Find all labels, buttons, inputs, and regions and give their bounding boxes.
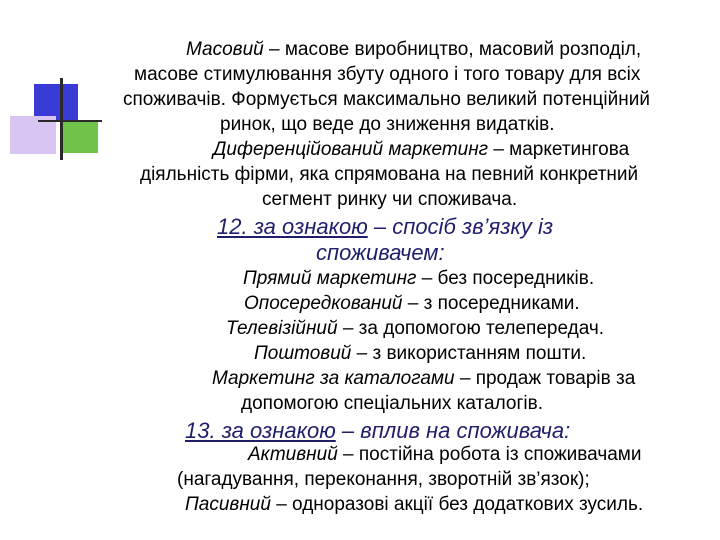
term-fragment: Маркетинг за каталогами: [212, 368, 455, 389]
text-line: [0, 189, 720, 211]
text-fragment: – маркетингова: [488, 139, 630, 160]
text-line: [0, 318, 720, 340]
text-line: [0, 214, 720, 240]
text-line: [0, 89, 720, 111]
text-fragment: (нагадування, переконання, зворотній зв’язок);: [177, 469, 590, 490]
term-fragment: Диференційований маркетинг: [213, 139, 489, 160]
text-fragment: – одноразові акції без додаткових зусиль.: [270, 494, 644, 515]
text-fragment: сегмент ринку чи споживача.: [262, 189, 518, 210]
heading-fragment: спосіб зв’язку із: [392, 214, 554, 239]
text-line: [0, 444, 720, 466]
text-fragment: споживачів. Формується максимально великий потенційний: [123, 89, 650, 110]
text-fragment: масове стимулювання збуту одного і того товару для всіх: [134, 64, 641, 85]
text-line: [0, 114, 720, 136]
term-fragment: Поштовий: [254, 343, 352, 364]
heading-fragment: 12. за ознакою: [217, 214, 368, 239]
text-line: [0, 64, 720, 86]
text-line: [0, 139, 720, 161]
text-line: [0, 293, 720, 315]
text-line: [0, 393, 720, 415]
text-fragment: – без посередників.: [416, 268, 595, 289]
text-fragment: – масове виробництво, масовий розподіл,: [263, 39, 642, 60]
text-line: [0, 418, 720, 444]
text-fragment: ринок, що веде до зниження видатків.: [220, 114, 555, 135]
text-line: [0, 268, 720, 290]
term-fragment: Пасивний: [185, 494, 271, 515]
text-fragment: – з використанням пошти.: [351, 343, 587, 364]
term-fragment: Телевізійний: [226, 318, 338, 339]
heading-fragment: вплив на споживача:: [360, 418, 571, 443]
text-fragment: – за допомогою телепередач.: [337, 318, 605, 339]
text-line: [0, 240, 720, 266]
text-line: [0, 39, 720, 61]
heading-fragment: 13. за ознакою: [185, 418, 336, 443]
text-line: [0, 164, 720, 186]
term-fragment: Активний: [248, 444, 338, 465]
heading-fragment: споживачем:: [316, 240, 445, 265]
term-fragment: Опосередкований: [244, 293, 403, 314]
text-fragment: – з посередниками.: [402, 293, 580, 314]
heading-fragment: –: [335, 418, 361, 443]
term-fragment: Прямий маркетинг: [243, 268, 417, 289]
text-line: [0, 469, 720, 491]
text-fragment: допомогою спеціальних каталогів.: [241, 393, 543, 414]
text-line: [0, 494, 720, 516]
text-line: [0, 368, 720, 390]
term-fragment: Масовий: [186, 39, 264, 60]
text-line: [0, 343, 720, 365]
text-fragment: діяльність фірми, яка спрямована на певний конкретний: [140, 164, 639, 185]
text-fragment: – продаж товарів за: [454, 368, 636, 389]
text-fragment: – постійна робота із споживачами: [337, 444, 642, 465]
heading-fragment: –: [367, 214, 393, 239]
